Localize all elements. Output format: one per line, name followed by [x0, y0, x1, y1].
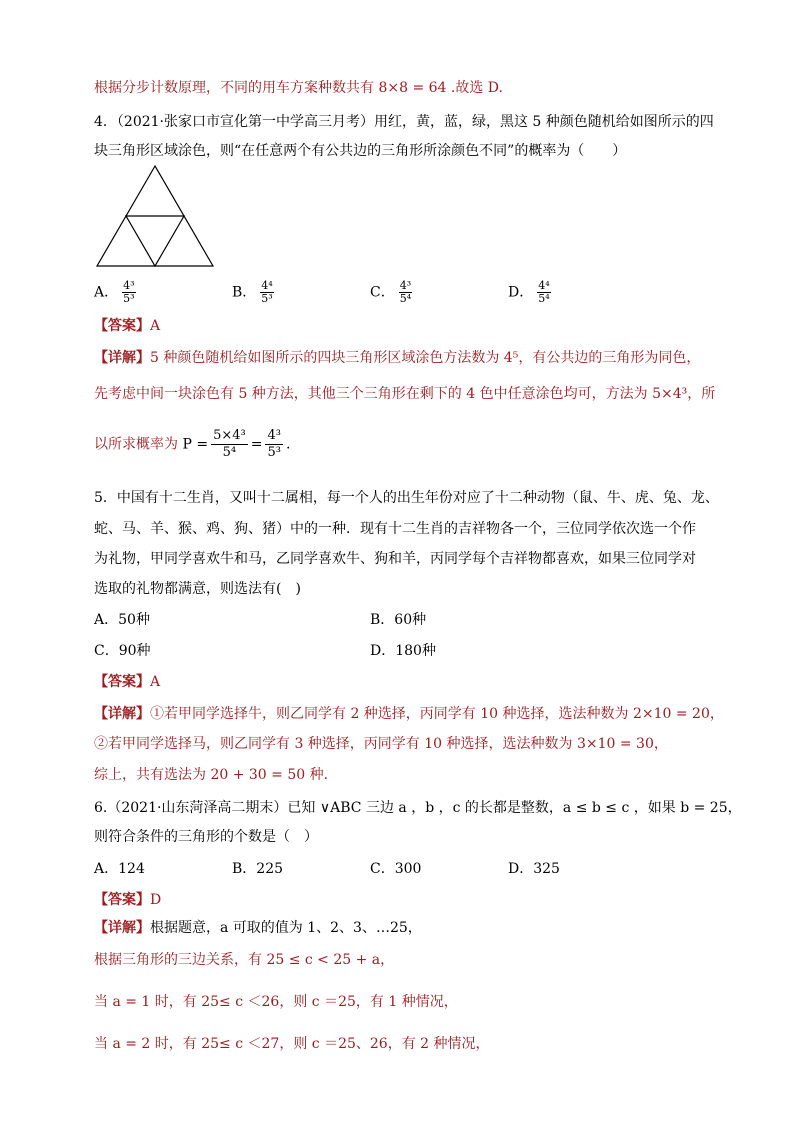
q4-detail-3: 以所求概率为 P = $\frac{\text{5×4³}}{\text{5⁴}}$ = $\frac{\text{4³}}{\text{5³}}$ .	[94, 428, 291, 460]
q5-stem-line-4: 选取的礼物都满意，则选法有( )	[94, 581, 301, 597]
triangle-figure	[95, 164, 215, 268]
q6-detail-4: 当 a = 2 时，有 25≤ c ＜27，则 c ＝25、26，有 2 种情况，	[94, 1036, 490, 1052]
q5-stem-line-1: 5．中国有十二生肖，又叫十二属相，每一个人的出生年份对应了十二种动物（鼠、牛、虎、兔、龙、	[94, 490, 719, 506]
q5-stem-line-2: 蛇、马、羊、猴、鸡、狗、猪）中的一种．现有十二生肖的吉祥物各一个，三位同学依次选一个作	[94, 521, 696, 537]
q5-option-b: B．60种	[370, 612, 427, 628]
q4-option-c: C． $\frac{\text{4³}}{\text{5⁴}}$	[370, 279, 412, 305]
q6-option-d: D．325	[508, 861, 560, 877]
q4-option-a: A． $\frac{\text{4³}}{\text{5³}}$	[94, 279, 135, 305]
q5-answer: 【答案】A	[94, 674, 161, 690]
q6-stem-line-1: 6.（2021·山东菏泽高二期末）已知 ∨ABC 三边 a ，b ，c 的长都是整数，a ≤ b ≤ c ，如果 b = 25，	[94, 800, 742, 816]
q4-option-b: B． $\frac{\text{4⁴}}{\text{5³}}$	[232, 279, 273, 305]
q5-option-c: C．90种	[94, 643, 151, 659]
q4-stem-line-1: 4．（2021·张家口市宣化第一中学高三月考）用红，黄，蓝，绿，黑这 5 种颜色随机给如图所示的四	[94, 114, 714, 130]
q6-option-c: C．300	[370, 861, 422, 877]
q5-detail-3: 综上，共有选法为 20 + 30 = 50 种．	[94, 767, 338, 783]
intro-line: 根据分步计数原理，不同的用车方案种数共有 8×8 = 64 .故选 D.	[94, 80, 503, 96]
q5-detail-2: ②若甲同学选择马，则乙同学有 3 种选择，丙同学有 10 种选择，选法种数为 3×10 = 30，	[94, 736, 668, 752]
q6-detail-3: 当 a = 1 时，有 25≤ c ＜26，则 c ＝25，有 1 种情况，	[94, 994, 458, 1010]
q5-option-d: D．180种	[370, 643, 436, 659]
q4-detail-1: 【详解】5 种颜色随机给如图所示的四块三角形区域涂色方法数为 4⁵，有公共边的三角形为同色，	[94, 350, 701, 366]
q6-detail-2: 根据三角形的三边关系，有 25 ≤ c < 25 + a，	[94, 952, 395, 968]
q6-option-a: A．124	[94, 861, 145, 877]
q4-stem-line-2: 块三角形区域涂色，则“在任意两个有公共边的三角形所涂颜色不同”的概率为（ ）	[94, 143, 627, 159]
q5-detail-1: 【详解】①若甲同学选择牛，则乙同学有 2 种选择，丙同学有 10 种选择，选法种数为 2×10 = 20，	[94, 706, 724, 722]
q4-answer: 【答案】A	[94, 318, 161, 334]
q5-stem-line-3: 为礼物，甲同学喜欢牛和马，乙同学喜欢牛、狗和羊，丙同学每个吉祥物都喜欢，如果三位同学对	[94, 551, 696, 567]
q6-detail-1: 【详解】根据题意，a 可取的值为 1、2、3、…25，	[94, 920, 422, 936]
q4-option-d: D． $\frac{\text{4⁴}}{\text{5⁴}}$	[508, 279, 550, 305]
q6-answer: 【答案】D	[94, 892, 162, 908]
q5-option-a: A．50种	[94, 612, 150, 628]
q6-stem-line-2: 则符合条件的三角形的个数是（ ）	[94, 829, 318, 845]
q4-detail-2: 先考虑中间一块涂色有 5 种方法，其他三个三角形在剩下的 4 色中任意涂色均可，方法为 5×4³，所	[94, 386, 716, 402]
inner-triangle	[126, 216, 184, 266]
q6-option-b: B．225	[232, 861, 284, 877]
